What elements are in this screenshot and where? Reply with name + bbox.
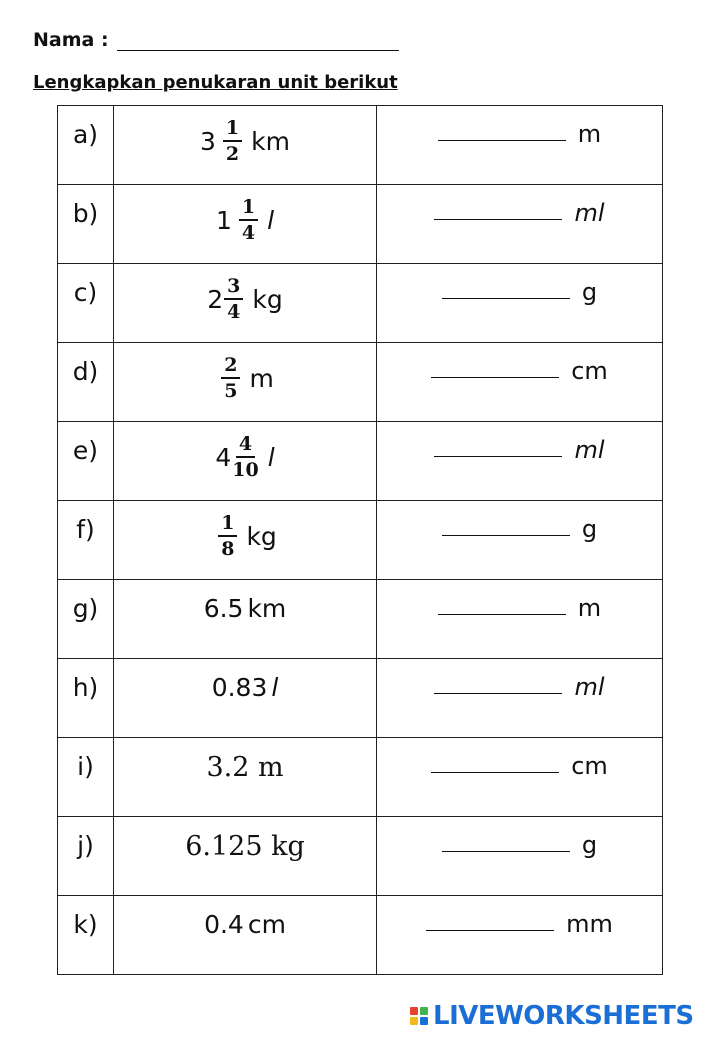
answer-input[interactable] [434,436,562,457]
name-input[interactable] [117,28,399,51]
fraction [224,274,243,323]
unit: kg [246,521,277,551]
conversion-table [57,105,663,975]
fraction [221,353,240,402]
denominator: 10 [232,458,259,481]
name-label: Nama : [33,29,109,51]
liveworksheets-logo[interactable] [410,1001,694,1031]
target-unit: m [577,594,602,622]
fraction [223,116,242,165]
target-unit: cm [571,752,608,780]
whole-number: 1 [215,205,232,235]
quantity [114,659,376,737]
unit: l [267,205,275,235]
decimal-value: 3.2 m [206,752,284,783]
table-row [58,501,663,580]
quantity [114,817,376,895]
whole-number: 3 [200,126,216,156]
logo-grid-icon [410,1007,428,1025]
target-unit: m [577,120,602,148]
denominator: 4 [241,221,256,244]
quantity [114,501,376,579]
unit: km [247,594,287,623]
numerator: 4 [236,435,255,458]
target-unit: g [581,278,598,306]
answer-input[interactable] [438,594,566,615]
fraction [232,432,259,481]
quantity [114,422,376,500]
denominator: 4 [227,300,241,323]
numerator: 3 [224,277,243,300]
decimal-value: 0.83 [211,673,268,702]
denominator: 8 [221,537,235,560]
target-unit: g [581,831,598,859]
table-row [58,580,663,659]
unit: l [267,442,275,472]
target-unit: ml [574,199,605,227]
unit: km [251,126,290,156]
numerator: 1 [218,514,237,537]
target-unit: ml [574,436,605,464]
whole-number: 4 [215,442,232,472]
row-label: g) [72,594,99,623]
answer-input[interactable] [434,199,562,220]
row-label: f) [76,515,95,544]
logo-square [420,1007,428,1015]
quantity [114,343,376,421]
row-label: h) [72,673,99,702]
row-label: b) [72,199,99,228]
table-row [58,185,663,264]
unit: cm [247,910,286,939]
numerator: 2 [221,356,240,379]
answer-input[interactable] [438,120,566,141]
name-field-row [33,28,399,51]
table-row [58,738,663,817]
quantity [114,738,376,816]
quantity [114,185,376,263]
answer-input[interactable] [442,278,570,299]
table-row [58,422,663,501]
quantity [114,264,376,342]
denominator: 2 [225,142,240,165]
logo-square [420,1017,428,1025]
row-label: c) [73,278,98,307]
table-row [58,264,663,343]
logo-text: LIVEWORKSHEETS [433,1001,694,1031]
numerator: 1 [223,119,242,142]
decimal-value: 6.125 kg [185,831,305,862]
unit: kg [252,284,283,314]
quantity [114,896,376,974]
table-row [58,817,663,896]
table-row [58,106,663,185]
denominator: 5 [224,379,238,402]
logo-square [410,1007,418,1015]
answer-input[interactable] [431,752,559,773]
row-label: d) [72,357,99,386]
quantity [114,580,376,658]
unit: m [249,363,274,393]
quantity [114,106,376,184]
instruction-heading: Lengkapkan penukaran unit berikut [33,72,398,93]
whole-number: 2 [207,284,224,314]
fraction [239,195,258,244]
row-label: a) [72,120,99,149]
row-label: i) [77,752,94,781]
answer-input[interactable] [434,673,562,694]
row-label: j) [77,831,94,860]
target-unit: g [581,515,598,543]
logo-square [410,1017,418,1025]
answer-input[interactable] [442,515,570,536]
answer-input[interactable] [431,357,559,378]
fraction [218,511,237,560]
table-row [58,896,663,975]
unit: l [271,673,279,702]
target-unit: cm [571,357,608,385]
row-label: k) [73,910,98,939]
table-row [58,343,663,422]
target-unit: mm [566,910,613,938]
decimal-value: 0.4 [204,910,244,939]
row-label: e) [72,436,99,465]
answer-input[interactable] [442,831,570,852]
target-unit: ml [574,673,605,701]
numerator: 1 [239,198,258,221]
table-row [58,659,663,738]
answer-input[interactable] [426,910,554,931]
decimal-value: 6.5 [203,594,244,623]
